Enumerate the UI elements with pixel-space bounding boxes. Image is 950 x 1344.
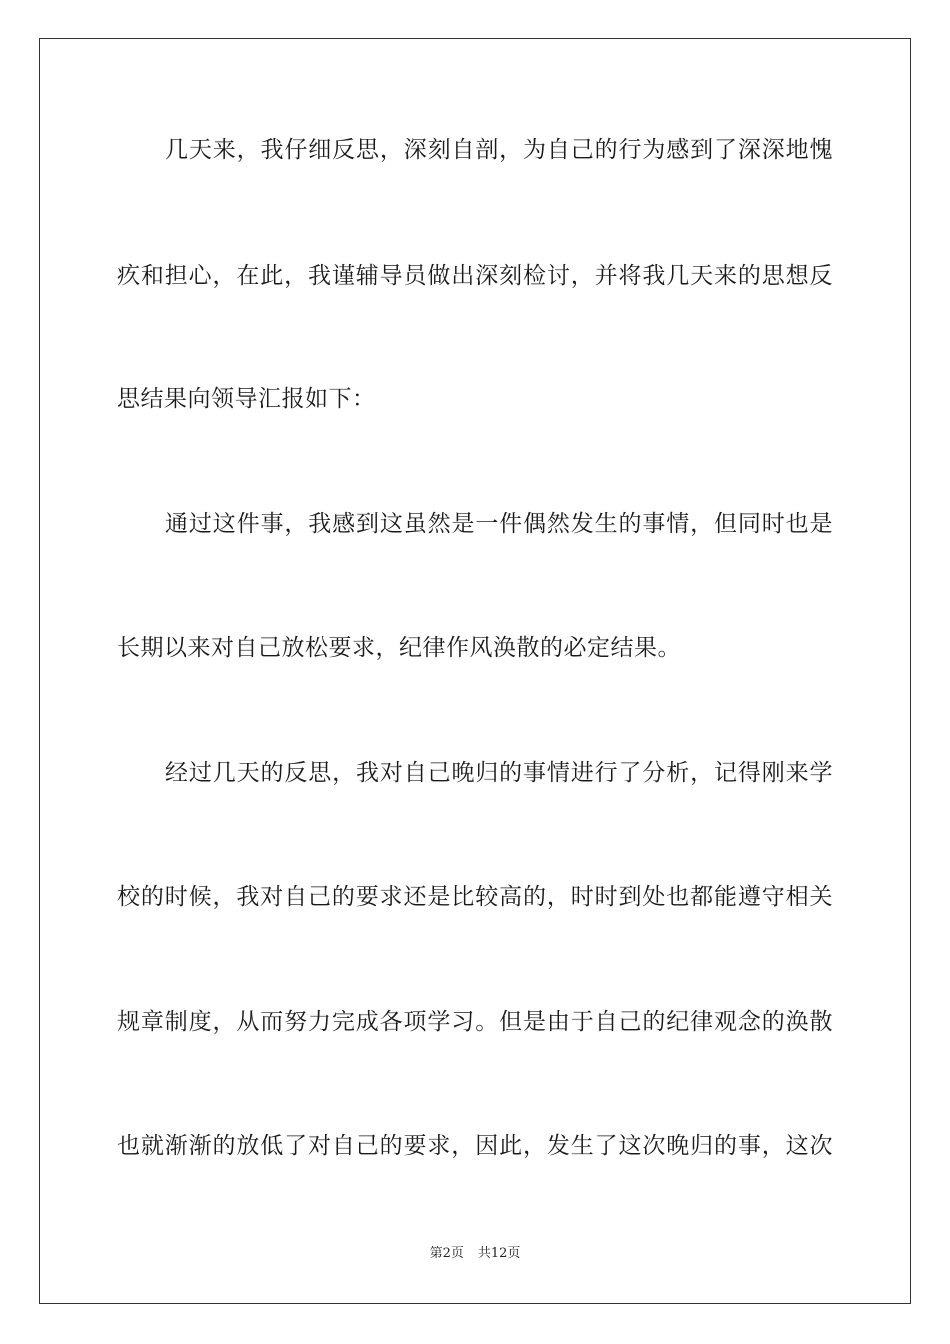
paragraph-1-line-1: 几天来，我仔细反思，深刻自剖，为自己的行为感到了深深地愧 <box>165 137 833 163</box>
paragraph-3-line-4: 也就渐渐的放低了对自己的要求，因此，发生了这次晚归的事，这次 <box>117 1133 833 1159</box>
page-footer <box>0 1245 950 1263</box>
total-pages: 共12页 <box>477 1246 521 1261</box>
paragraph-3-line-2: 校的时候，我对自己的要求还是比较高的，时时到处也都能遵守相关 <box>117 884 833 910</box>
paragraph-3-line-1: 经过几天的反思，我对自己晚归的事情进行了分析，记得刚来学 <box>165 760 833 786</box>
paragraph-1-line-3: 思结果向领导汇报如下： <box>117 386 376 412</box>
page-border <box>39 38 911 1304</box>
paragraph-2-line-2: 长期以来对自己放松要求，纪律作风涣散的必定结果。 <box>117 635 681 661</box>
paragraph-3-line-3: 规章制度，从而努力完成各项学习。但是由于自己的纪律观念的涣散 <box>117 1009 833 1035</box>
paragraph-2-line-1: 通过这件事，我感到这虽然是一件偶然发生的事情，但同时也是 <box>165 511 833 537</box>
page-number: 第2页 <box>429 1246 464 1261</box>
paragraph-1-line-2: 疚和担心，在此，我谨辅导员做出深刻检讨，并将我几天来的思想反 <box>117 263 833 289</box>
